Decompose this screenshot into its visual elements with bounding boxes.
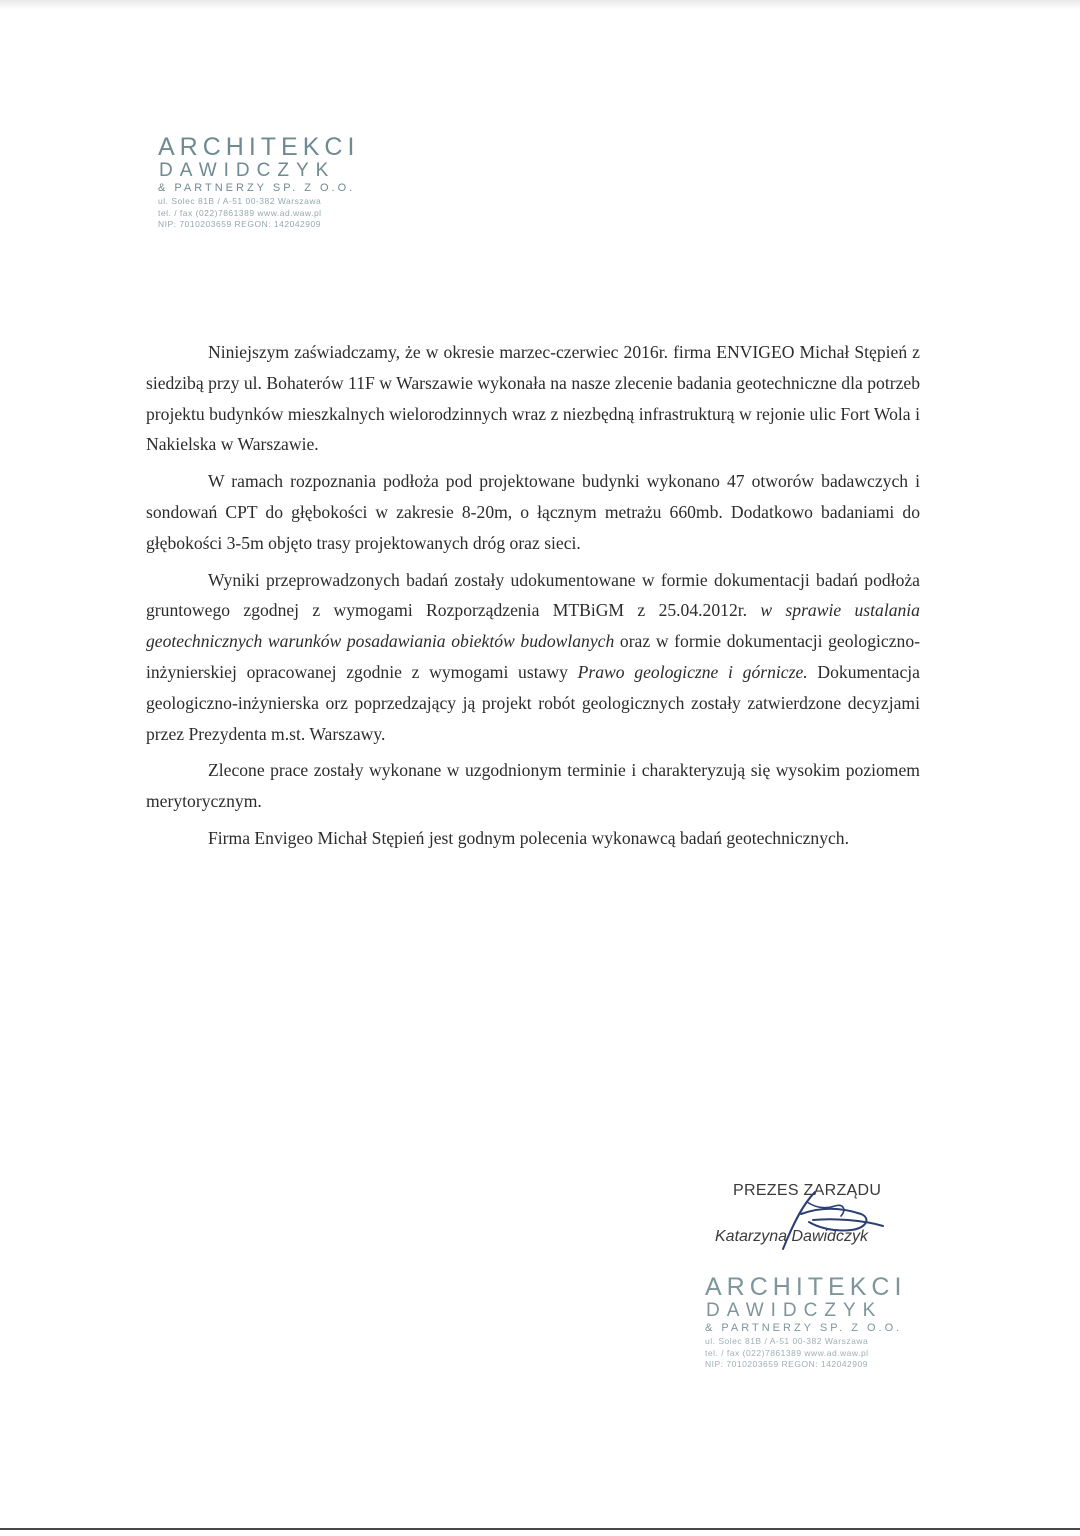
letterhead-stamp-bottom: [705, 1275, 945, 1369]
letterhead-line3-bottom: & PARTNERZY SP. Z O.O.: [705, 1322, 903, 1334]
letterhead-contact-bottom: tel. / fax (022)7861389 www.ad.waw.pl: [705, 1347, 869, 1358]
paragraph-3-part-e: Dokumentacja geologiczno-inżynierska orz poprzedzający ją projekt robót geologicznych zostały zatwierdzone decyzjami przez Prezydenta m.st. Warszawy.: [146, 661, 920, 744]
letterhead-line1-bottom: ARCHITEKCI: [705, 1273, 907, 1301]
letter-body: [146, 337, 920, 860]
paragraph-3-regulation-title: w sprawie ustalania geotechnicznych warunków posadawiania obiektów budowlanych: [146, 600, 920, 652]
signature-title: PREZES ZARZĄDU: [733, 1182, 882, 1199]
letterhead-ids: NIP: 7010203659 REGON: 142042909: [158, 219, 321, 229]
scan-bottom-edge: [0, 1528, 1080, 1530]
handwritten-signature: [743, 1184, 893, 1254]
paragraph-5: Firma Envigeo Michał Stępień jest godnym polecenia wykonawcą badań geotechnicznych.: [208, 827, 849, 848]
letterhead-line2: DAWIDCZYK: [159, 160, 336, 181]
letterhead-line2-bottom: DAWIDCZYK: [706, 1300, 883, 1321]
paragraph-3-part-a: Wyniki przeprowadzonych badań zostały udokumentowane w formie dokumentacji badań podłoża gruntowego zgodnej z wymogami Rozporządzenia MTBiGM z 25.04.2012r.: [146, 569, 920, 621]
paragraph-2: W ramach rozpoznania podłoża pod projektowane budynki wykonano 47 otworów badawczych i sondowań CPT do głębokości w zakresie 8-20m, o łącznym metrażu 660mb. Dodatkowo badaniami do głębokości 3-5m objęto trasy projektowanych dróg oraz sieci.: [146, 471, 920, 553]
signature-block: [715, 1178, 915, 1273]
signature-name: Katarzyna Dawidczyk: [715, 1228, 868, 1245]
letterhead-stamp: [158, 135, 398, 229]
letterhead-ids-bottom: NIP: 7010203659 REGON: 142042909: [705, 1359, 868, 1369]
paragraph-3-part-c: oraz w formie dokumentacji geologiczno-inżynierskiej opracowanej zgodnie z wymogami ustawy: [146, 631, 920, 682]
letterhead-line1: ARCHITEKCI: [158, 133, 360, 161]
paragraph-3: [146, 565, 920, 750]
letterhead-address: ul. Solec 81B / A-51 00-382 Warszawa: [158, 196, 322, 206]
paragraph-1: Niniejszym zaświadczamy, że w okresie marzec-czerwiec 2016r. firma ENVIGEO Michał Stępień z siedzibą przy ul. Bohaterów 11F w Warszawie wykonała na nasze zlecenie badania geotechniczne dla potrzeb projektu budynków mieszkalnych wielorodzinnych wraz z niezbędną infrastrukturą w rejonie ulic Fort Wola i Nakielska w Warszawie.: [146, 342, 920, 455]
letterhead-line3: & PARTNERZY SP. Z O.O.: [158, 182, 356, 194]
paragraph-3-law-title: Prawo geologiczne i górnicze.: [577, 661, 808, 682]
scan-top-edge: [0, 0, 1080, 10]
paragraph-4: Zlecone prace zostały wykonane w uzgodnionym terminie i charakteryzują się wysokim poziomem merytorycznym.: [146, 760, 920, 812]
letterhead-address-bottom: ul. Solec 81B / A-51 00-382 Warszawa: [705, 1336, 869, 1346]
letterhead-contact: tel. / fax (022)7861389 www.ad.waw.pl: [158, 207, 322, 218]
